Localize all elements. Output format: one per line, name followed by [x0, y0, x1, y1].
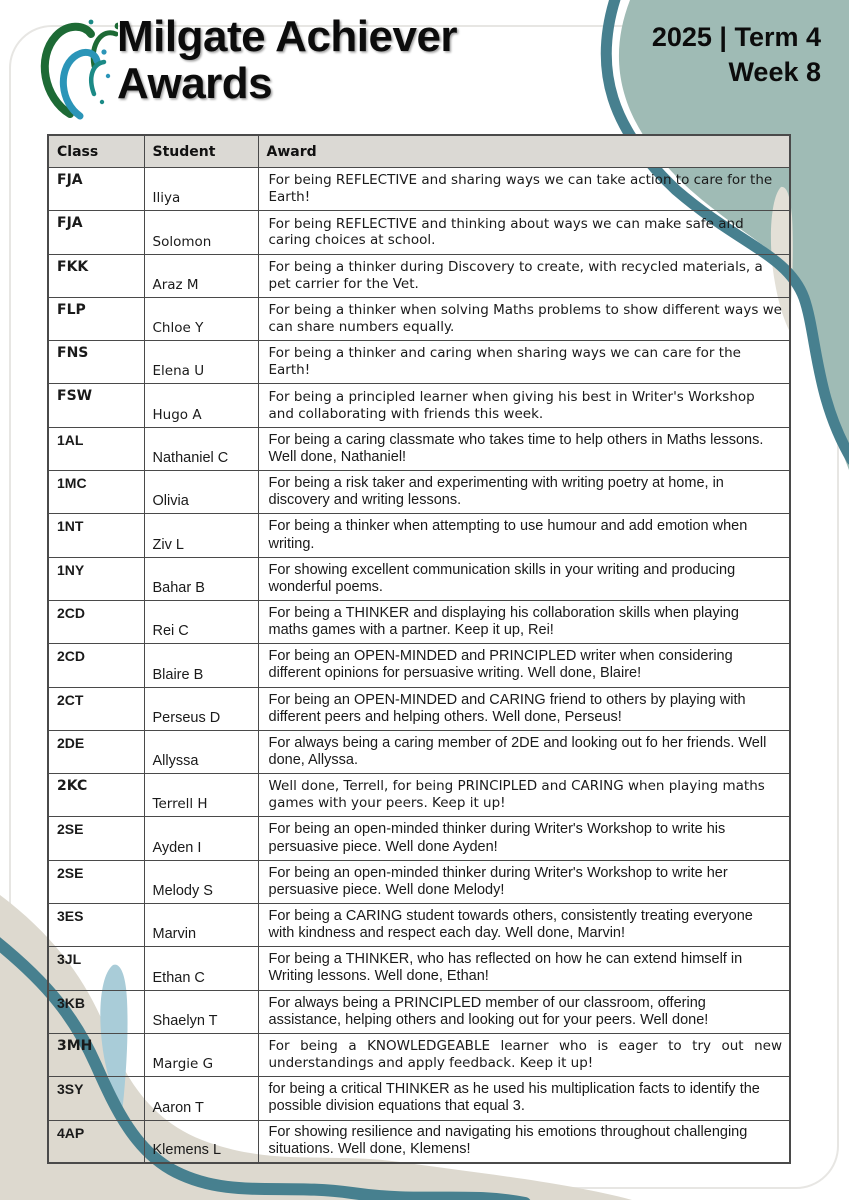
student-cell: Ziv L [144, 514, 258, 557]
student-cell: Hugo A [144, 384, 258, 427]
student-cell: Rei C [144, 600, 258, 643]
table-row [48, 774, 790, 817]
awards-table-body [48, 168, 790, 1164]
award-cell: For showing excellent communication skills in your writing and producing wonderful poems. [258, 557, 790, 600]
class-cell: FJA [48, 168, 144, 211]
student-cell: Chloe Y [144, 297, 258, 340]
table-row [48, 990, 790, 1033]
student-cell: Olivia [144, 471, 258, 514]
student-cell: Blaire B [144, 644, 258, 687]
class-cell: 3ES [48, 904, 144, 947]
award-cell: For being a risk taker and experimenting with writing poetry at home, in discovery and writing lessons. [258, 471, 790, 514]
award-cell: For being a thinker and caring when sharing ways we can care for the Earth! [258, 341, 790, 384]
class-cell: FJA [48, 211, 144, 254]
class-cell: FSW [48, 384, 144, 427]
table-row [48, 644, 790, 687]
class-cell: 1NT [48, 514, 144, 557]
col-header-class: Class [48, 135, 144, 168]
award-cell: For being a caring classmate who takes time to help others in Maths lessons. Well done, Nathaniel! [258, 427, 790, 470]
award-cell: For being a THINKER, who has reflected on how he can extend himself in Writing lessons. Well done, Ethan! [258, 947, 790, 990]
table-row [48, 557, 790, 600]
student-cell: Elena U [144, 341, 258, 384]
student-cell: Perseus D [144, 687, 258, 730]
table-row [48, 600, 790, 643]
class-cell: 2DE [48, 730, 144, 773]
student-cell: Klemens L [144, 1120, 258, 1163]
student-cell: Nathaniel C [144, 427, 258, 470]
table-row [48, 341, 790, 384]
student-cell: Iliya [144, 168, 258, 211]
student-cell: Aaron T [144, 1077, 258, 1120]
award-cell: For being an OPEN-MINDED and CARING friend to others by playing with different peers and helping others. Well done, Perseus! [258, 687, 790, 730]
award-cell: For being a thinker when attempting to use humour and add emotion when writing. [258, 514, 790, 557]
award-cell: For being an OPEN-MINDED and PRINCIPLED writer when considering different opinions for persuasive writing. Well done, Blaire! [258, 644, 790, 687]
milgate-plant-logo-icon [34, 10, 118, 120]
class-cell: 2CT [48, 687, 144, 730]
award-cell: For being a KNOWLEDGEABLE learner who is eager to try out new understandings and apply feedback. Keep it up! [258, 1033, 790, 1076]
table-row [48, 860, 790, 903]
award-cell: For being an open-minded thinker during Writer's Workshop to write his persuasive piece. Well done Ayden! [258, 817, 790, 860]
student-cell: Shaelyn T [144, 990, 258, 1033]
class-cell: FLP [48, 297, 144, 340]
award-cell: For showing resilience and navigating his emotions throughout challenging situations. Well done, Klemens! [258, 1120, 790, 1163]
page-title [117, 14, 457, 107]
class-cell: 3KB [48, 990, 144, 1033]
student-cell: Araz M [144, 254, 258, 297]
class-cell: FNS [48, 341, 144, 384]
class-cell: 3SY [48, 1077, 144, 1120]
class-cell: 1NY [48, 557, 144, 600]
award-cell: Well done, Terrell, for being PRINCIPLED and CARING when playing maths games with your peers. Keep it up! [258, 774, 790, 817]
table-row [48, 168, 790, 211]
table-row [48, 514, 790, 557]
class-cell: 1MC [48, 471, 144, 514]
class-cell: 2KC [48, 774, 144, 817]
table-row [48, 1077, 790, 1120]
col-header-student: Student [144, 135, 258, 168]
table-row [48, 817, 790, 860]
awards-table [47, 134, 791, 1164]
class-cell: 4AP [48, 1120, 144, 1163]
class-cell: 2CD [48, 644, 144, 687]
award-cell: For always being a PRINCIPLED member of our classroom, offering assistance, helping others and looking out for your peers. Well done! [258, 990, 790, 1033]
table-row [48, 254, 790, 297]
table-row [48, 904, 790, 947]
awards-table-wrap [47, 134, 791, 1164]
table-row [48, 471, 790, 514]
class-cell: 1AL [48, 427, 144, 470]
table-row [48, 427, 790, 470]
award-cell: For being a thinker during Discovery to create, with recycled materials, a pet carrier for the Vet. [258, 254, 790, 297]
col-header-award: Award [258, 135, 790, 168]
class-cell: FKK [48, 254, 144, 297]
table-row [48, 211, 790, 254]
award-cell: For always being a caring member of 2DE and looking out fo her friends. Well done, Allyssa. [258, 730, 790, 773]
student-cell: Terrell H [144, 774, 258, 817]
award-cell: For being a THINKER and displaying his collaboration skills when playing maths games with a partner. Keep it up, Rei! [258, 600, 790, 643]
student-cell: Melody S [144, 860, 258, 903]
award-cell: For being REFLECTIVE and sharing ways we can take action to care for the Earth! [258, 168, 790, 211]
class-cell: 2SE [48, 817, 144, 860]
award-cell: for being a critical THINKER as he used his multiplication facts to identify the possible division equations that equal 3. [258, 1077, 790, 1120]
award-cell: For being an open-minded thinker during Writer's Workshop to write her persuasive piece. Well done Melody! [258, 860, 790, 903]
term-line: 2025 | Term 4 [651, 22, 821, 52]
header-row [48, 135, 790, 168]
table-row [48, 1033, 790, 1076]
student-cell: Allyssa [144, 730, 258, 773]
week-line: Week 8 [728, 57, 821, 88]
page-title-line2: Awards [117, 58, 273, 108]
student-cell: Marvin [144, 904, 258, 947]
table-row [48, 1120, 790, 1163]
award-cell: For being a thinker when solving Maths problems to show different ways we can share numbers equally. [258, 297, 790, 340]
student-cell: Ayden I [144, 817, 258, 860]
award-cell: For being a CARING student towards others, consistently treating everyone with kindness and respect each day. Well done, Marvin! [258, 904, 790, 947]
awards-table-head [48, 135, 790, 168]
student-cell: Margie G [144, 1033, 258, 1076]
class-cell: 2CD [48, 600, 144, 643]
table-row [48, 947, 790, 990]
student-cell: Bahar B [144, 557, 258, 600]
award-cell: For being REFLECTIVE and thinking about ways we can make safe and caring choices at school. [258, 211, 790, 254]
term-badge [652, 20, 821, 90]
class-cell: 3JL [48, 947, 144, 990]
student-cell: Ethan C [144, 947, 258, 990]
table-row [48, 730, 790, 773]
table-row [48, 297, 790, 340]
table-row [48, 384, 790, 427]
student-cell: Solomon [144, 211, 258, 254]
class-cell: 2SE [48, 860, 144, 903]
page-title-line1: Milgate Achiever [117, 12, 458, 61]
table-row [48, 687, 790, 730]
class-cell: 3MH [48, 1033, 144, 1076]
award-cell: For being a principled learner when giving his best in Writer's Workshop and collaborating with friends this week. [258, 384, 790, 427]
